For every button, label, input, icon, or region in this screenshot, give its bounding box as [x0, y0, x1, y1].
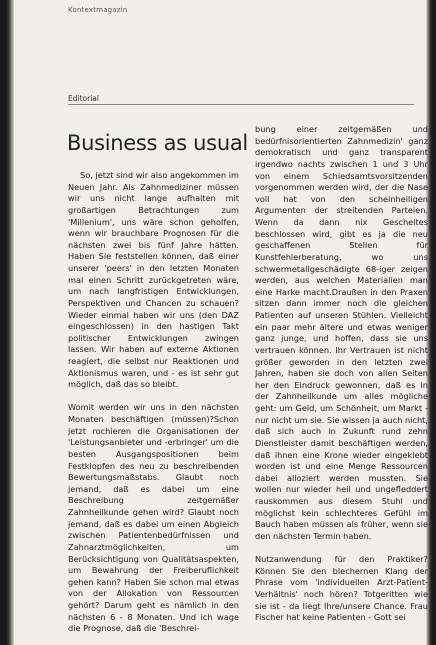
paragraph: So, jetzt sind wir also angekommen im Neuen Jahr. Als Zahnmediziner müssen wir uns nicht lange aufhalten mit großartigen Betrachtungen zum 'Millenium', uns wäre schon geholfen, wenn wir brauchbare Prognosen für die nächsten zwei bis fünf Jahre hätten. Haben Sie feststellen können, daß einer unserer 'peers' in den letzten Monaten mal einen Schritt zurückgetreten wäre, um nach langfristigen Entwicklungen, Perspektiven und Chancen zu schauen? Wieder einmal haben wir uns (den DAZ eingeschlossen) in den hastigen Takt politischer Entwicklungen zwingen lassen. Wir haben auf externe Aktionen reagiert, die selbst nur Reaktionen und Aktionismus waren, und - es ist sehr gut möglich, daß das so bleibt. — [68, 170, 239, 390]
section-label: Editorial — [68, 94, 99, 103]
text-column-right — [255, 124, 428, 624]
paragraph: Nutzanwendung für den Praktiker? Können Sie den blechernen Klang der Phrase vom 'individuellen Arzt-Patient-Verhältnis' noch hören? Totgeritten wie sie ist - da liegt Ihre/unsere Chance. Frau Fischer hat keine Patienten - Gott sei — [255, 554, 428, 623]
running-header: Kontextmagazin — [68, 6, 128, 14]
section-divider — [68, 104, 414, 105]
text-column-left — [68, 170, 239, 635]
article-title: Business as usual — [67, 131, 248, 156]
paragraph: bung einer zeitgemäßen und bedürfnisorientierten Zahnmedizin' ganz demokratisch und ganz transparent irgendwo nachts zwischen 1 und 3 Uhr von einem Schiedsamtsvorsitzenden vorgenommen werden wird, der die Nase voll hat von den scheinheiligen Argumenten der streitenden Parteien. Wenn da dann nix Gescheites beschlossen wird, gibt es ja die neu geschaffenen Stellen für Kunstfehlerberatung, wo uns schwermetallgeschädigte 68-iger zeigen werden, aus welchen Materialien man eine Harke macht.Draußen in den Praxen sitzen dann immer noch die gleichen Patienten auf unseren Stühlen. Vielleicht ein paar mehr ältere und etwas weniger ganz junge, und hoffen, dass sie uns vertrauen können. Ihr Vertrauen ist nicht größer geworden in den letzten zwei Jahren, haben sie doch von allen Seiten her den Eindruck gewonnen, daß es in der Zahnheilkunde um alles mögliche geht: um Geld, um Schönheit, um Markt - nur nicht um sie. Sie wissen ja auch nicht, daß sich auch in Zukunft rund zehn Dienstleister damit beschäftigen werden, daß ihnen eine Krone wieder eingeklebt worden ist und eine Menge Ressourcen dabei alloziert werden mussten. Sie wollen nur wieder heil und ungefleddert rauskommen aus diesem Stuhl und möglichst kein schlechteres Gefühl im Bauch haben müssen als früher, wenn sie den nächsten Termin haben. — [255, 124, 428, 541]
paragraph: Womit werden wir uns in den nächsten Monaten beschäftigen (müssen)?Schon jetzt rochieren die Organisationen der 'Leistungsanbieter und -erbringer' um die besten Ausgangspositionen beim Festklopfen des neu zu beschreibenden Bewertungsmaßstabs. Glaubt noch jemand, daß es dabei um eine Beschreibung zeitgemäßer Zahnheilkunde gehen wird? Glaubt noch jemand, daß es dabei um einen Abgleich zwischen Patientenbedürfnissen und Zahnarztmöglichkeiten, um Berücksichtigung von Qualitätsaspekten, um Bewahrung der Freiberuflichkeit gehen kann? Haben Sie schon mal etwas von der Allokation von Ressourcen gehört? Darum geht es nämlich in den nächsten 6 - 8 Monaten. Und ich wage die Prognose, daß die 'Beschrei- — [68, 402, 239, 634]
scan-shadow-left — [0, 0, 14, 645]
